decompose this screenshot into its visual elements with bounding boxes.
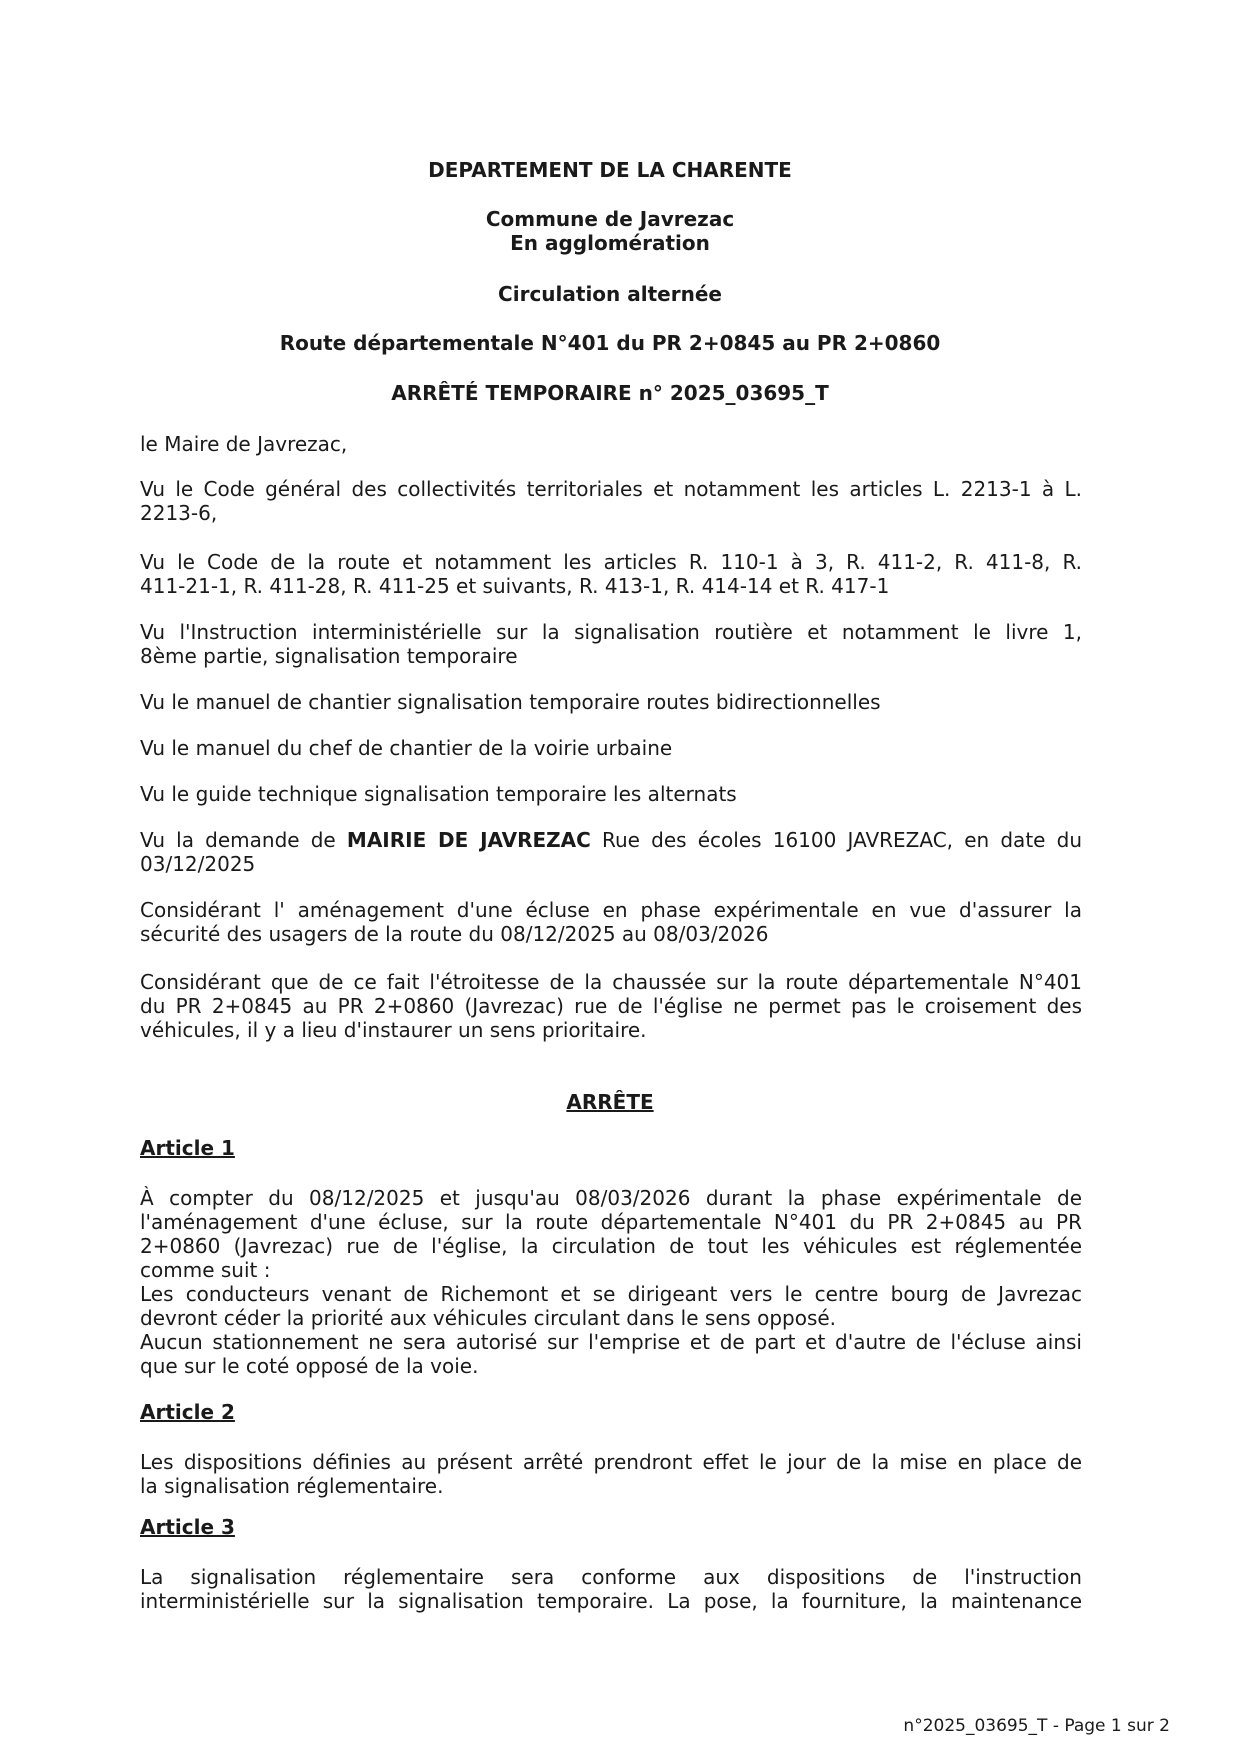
considerant-1-line-1: Considérant l' aménagement d'une écluse en phase expérimentale en vue d'assurer la <box>140 898 1082 922</box>
vu-manuel-chantier: Vu le manuel de chantier signalisation temporaire routes bidirectionnelles <box>140 690 881 714</box>
article-3-body <box>140 1565 1082 1613</box>
department-heading: DEPARTEMENT DE LA CHARENTE <box>428 158 792 182</box>
location-heading: En agglomération <box>510 231 710 255</box>
vu-demande-suffix: Rue des écoles 16100 JAVREZAC, en date du <box>590 828 1083 852</box>
article-1-line: que sur le coté opposé de la voie. <box>140 1354 479 1378</box>
vu-code-route-line-2: 411-21-1, R. 411-28, R. 411-25 et suivants, R. 413-1, R. 414-14 et R. 417-1 <box>140 574 890 598</box>
considerant-1-line-2: sécurité des usagers de la route du 08/12/2025 au 08/03/2026 <box>140 922 769 946</box>
requester-name: MAIRIE DE JAVREZAC <box>346 828 591 852</box>
vu-instruction-line-2: 8ème partie, signalisation temporaire <box>140 644 518 668</box>
arrete-title: ARRÊTE <box>566 1090 654 1114</box>
vu-cgct <box>140 477 1082 525</box>
considerant-2-line-2: du PR 2+0845 au PR 2+0860 (Javrezac) rue de l'église ne permet pas le croisement des <box>140 994 1082 1018</box>
considerant-1 <box>140 898 1082 946</box>
authority-line: le Maire de Javrezac, <box>140 432 348 456</box>
article-3-line: La signalisation réglementaire sera conforme aux dispositions de l'instruction <box>140 1565 1082 1589</box>
article-3-line: interministérielle sur la signalisation temporaire. La pose, la fourniture, la maintenance <box>140 1589 1082 1613</box>
vu-code-route <box>140 550 1082 598</box>
order-title: ARRÊTÉ TEMPORAIRE n° 2025_03695_T <box>391 381 829 405</box>
vu-demande-prefix: Vu la demande de <box>140 828 347 852</box>
considerant-2 <box>140 970 1082 1042</box>
article-1-line: 2+0860 (Javrezac) rue de l'église, la circulation de tout les véhicules est réglementée <box>140 1234 1082 1258</box>
vu-instruction-line-1: Vu l'Instruction interministérielle sur la signalisation routière et notamment le livre 1, <box>140 620 1082 644</box>
vu-demande <box>140 828 1082 876</box>
vu-cgct-line-2: 2213-6, <box>140 501 218 525</box>
road-heading: Route départementale N°401 du PR 2+0845 au PR 2+0860 <box>279 331 941 355</box>
considerant-2-line-1: Considérant que de ce fait l'étroitesse de la chaussée sur la route départementale N°401 <box>140 970 1082 994</box>
article-2-line: la signalisation réglementaire. <box>140 1474 444 1498</box>
article-3-heading: Article 3 <box>140 1515 235 1539</box>
article-1-body <box>140 1186 1082 1378</box>
vu-manuel-chef: Vu le manuel du chef de chantier de la voirie urbaine <box>140 736 673 760</box>
considerant-2-line-3: véhicules, il y a lieu d'instaurer un sens prioritaire. <box>140 1018 647 1042</box>
article-2-body <box>140 1450 1082 1498</box>
article-1-line: Aucun stationnement ne sera autorisé sur l'emprise et de part et d'autre de l'écluse ainsi <box>140 1330 1082 1354</box>
article-2-line: Les dispositions définies au présent arrêté prendront effet le jour de la mise en place de <box>140 1450 1082 1474</box>
article-1-line: À compter du 08/12/2025 et jusqu'au 08/03/2026 durant la phase expérimentale de <box>140 1186 1082 1210</box>
vu-demande-line-1 <box>140 828 1082 852</box>
article-1-line: l'aménagement d'une écluse, sur la route départementale N°401 du PR 2+0845 au PR <box>140 1210 1082 1234</box>
article-1-line: Les conducteurs venant de Richemont et se dirigeant vers le centre bourg de Javrezac <box>140 1282 1082 1306</box>
article-1-heading: Article 1 <box>140 1136 235 1160</box>
vu-demande-date: 03/12/2025 <box>140 852 256 876</box>
article-1-line: devront céder la priorité aux véhicules circulant dans le sens opposé. <box>140 1306 837 1330</box>
vu-cgct-line-1: Vu le Code général des collectivités territoriales et notamment les articles L. 2213-1 à L. <box>140 477 1082 501</box>
page-footer: n°2025_03695_T - Page 1 sur 2 <box>903 1716 1170 1736</box>
commune-heading: Commune de Javrezac <box>485 207 735 231</box>
vu-guide: Vu le guide technique signalisation temporaire les alternats <box>140 782 737 806</box>
article-1-line: comme suit : <box>140 1258 271 1282</box>
subject-heading: Circulation alternée <box>498 282 722 306</box>
article-2-heading: Article 2 <box>140 1400 235 1424</box>
vu-instruction <box>140 620 1082 668</box>
vu-code-route-line-1: Vu le Code de la route et notamment les articles R. 110-1 à 3, R. 411-2, R. 411-8, R. <box>140 550 1082 574</box>
